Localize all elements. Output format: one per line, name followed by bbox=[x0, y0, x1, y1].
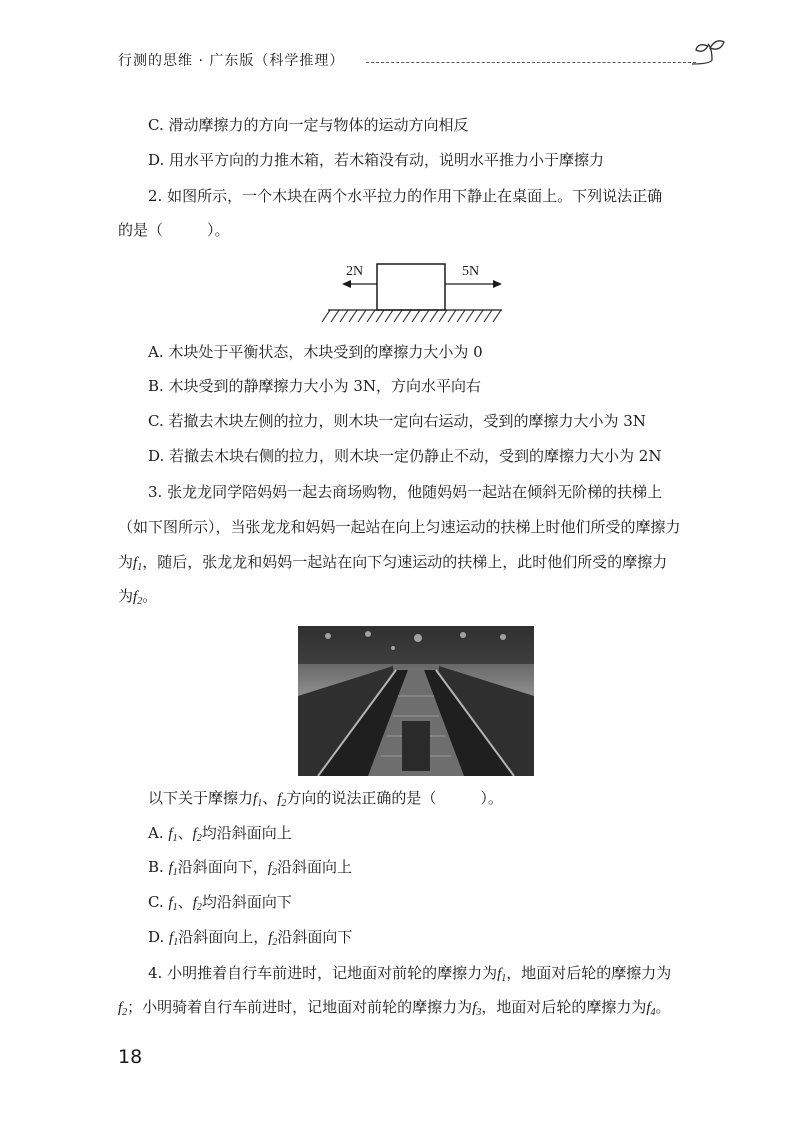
q4-line2: $f_2$；小明骑着自行车前进时，记地面对前轮的摩擦力为$f_3$，地面对后轮的摩擦力为$f_4$。 bbox=[118, 998, 671, 1018]
right-force-label: 5N bbox=[462, 264, 480, 279]
q2-option-b: B. 木块受到的静摩擦力大小为 3N，方向水平向右 bbox=[148, 377, 481, 395]
q3-stem-line3: 为$f_1$，随后，张龙龙和妈妈一起站在向下匀速运动的扶梯上，此时他们所受的摩擦力 bbox=[118, 553, 668, 573]
header-divider bbox=[366, 62, 696, 63]
q3-option-a: A. $f_1$、$f_2$均沿斜面向上 bbox=[148, 824, 292, 844]
f2-symbol: $f_2$ bbox=[133, 589, 143, 607]
q2-stem-line2 bbox=[118, 220, 230, 240]
force-diagram bbox=[320, 258, 510, 330]
escalator-photo bbox=[298, 626, 534, 776]
q1-option-d: D. 用水平方向的力推木箱，若木箱没有动，说明水平推力小于摩擦力 bbox=[148, 151, 605, 169]
q3-stem-line2: （如下图所示），当张龙龙和妈妈一起站在向上匀速运动的扶梯上时他们所受的摩擦力 bbox=[118, 518, 681, 536]
q3-option-d: D. $f_1$沿斜面向上，$f_2$沿斜面向下 bbox=[148, 928, 353, 948]
left-force-label: 2N bbox=[346, 264, 364, 279]
page-number: 18 bbox=[118, 1046, 143, 1068]
q3-option-b: B. $f_1$沿斜面向下，$f_2$沿斜面向上 bbox=[148, 858, 352, 878]
header-title: 行测的思维 · 广东版（科学推理） bbox=[118, 53, 345, 69]
surface-hatch bbox=[322, 310, 501, 322]
q2-stem-start: 的是（ bbox=[118, 221, 164, 239]
q4-line1: 4. 小明推着自行车前进时，记地面对前轮的摩擦力为$f_1$，地面对后轮的摩擦力为 bbox=[148, 964, 672, 984]
q1-option-c: C. 滑动摩擦力的方向一定与物体的运动方向相反 bbox=[148, 116, 469, 134]
q3-question: 以下关于摩擦力$f_1$、$f_2$方向的说法正确的是（ ）。 bbox=[148, 789, 503, 809]
sprout-icon bbox=[688, 34, 732, 78]
q2-stem-line1: 2. 如图所示，一个木块在两个水平拉力的作用下静止在桌面上。下列说法正确 bbox=[148, 187, 663, 205]
q2-option-a: A. 木块处于平衡状态，木块受到的摩擦力大小为 0 bbox=[148, 343, 483, 361]
page-header bbox=[118, 50, 718, 72]
q3-option-c: C. $f_1$、$f_2$均沿斜面向下 bbox=[148, 893, 292, 913]
q2-stem-end: ）。 bbox=[207, 221, 230, 239]
f1-symbol: $f_1$ bbox=[133, 555, 143, 573]
q3-stem-line4: 为$f_2$。 bbox=[118, 587, 158, 607]
q2-option-d: D. 若撤去木块右侧的拉力，则木块一定仍静止不动，受到的摩擦力大小为 2N bbox=[148, 447, 662, 465]
q3-stem-line1: 3. 张龙龙同学陪妈妈一起去商场购物，他随妈妈一起站在倾斜无阶梯的扶梯上 bbox=[148, 483, 663, 501]
q2-option-c: C. 若撤去木块左侧的拉力，则木块一定向右运动，受到的摩擦力大小为 3N bbox=[148, 412, 646, 430]
wooden-block bbox=[377, 264, 445, 310]
